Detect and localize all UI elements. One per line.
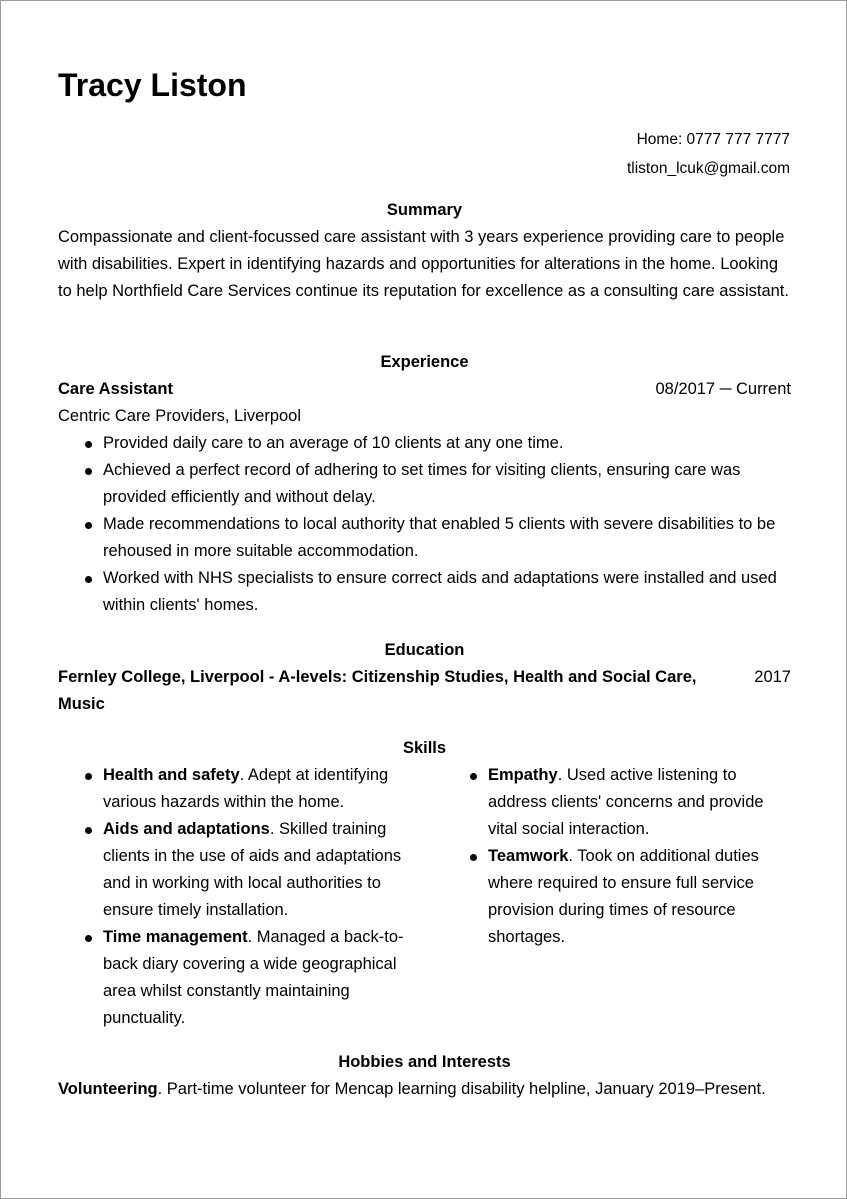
bullet-icon [85, 935, 92, 942]
skill-description: . Adept at identifying various hazards within the home. [103, 766, 389, 811]
bullet-text: Provided daily care to an average of 10 clients at any one time. [103, 434, 564, 452]
skills-grid [58, 762, 791, 1032]
skills-right-column [443, 762, 791, 1032]
bullet-icon [85, 441, 92, 448]
education-title: Fernley College, Liverpool - A-levels: Citizenship Studies, Health and Social Care, Music [58, 668, 697, 713]
skill-name: Empathy [488, 766, 558, 784]
summary-heading: Summary [386, 201, 463, 219]
skills-heading: Skills [402, 739, 447, 757]
job-dates: 08/2017 ─ Current [655, 380, 791, 398]
candidate-name: Tracy Liston [58, 67, 247, 103]
skill-name: Aids and adaptations [103, 820, 270, 838]
education-section [58, 637, 791, 718]
list-item [443, 762, 791, 843]
bullet-icon [470, 773, 477, 780]
hobbies-section [58, 1049, 791, 1103]
list-item [58, 816, 408, 924]
job-header [58, 376, 791, 403]
experience-heading: Experience [380, 353, 469, 371]
skill-description: . Managed a back-to-back diary covering a wide geographical area whilst constantly maintaining punctuality. [103, 928, 404, 1027]
bullet-text: Achieved a perfect record of adhering to set times for visiting clients, ensuring care was provided efficiently and without delay. [103, 461, 741, 506]
list-item [58, 565, 791, 619]
list-item [58, 457, 791, 511]
bullet-icon [470, 854, 477, 861]
skill-name: Teamwork [488, 847, 569, 865]
list-item [58, 511, 791, 565]
bullet-text: Worked with NHS specialists to ensure correct aids and adaptations were installed and used within clients' homes. [103, 569, 777, 614]
bullet-icon [85, 827, 92, 834]
list-item [58, 924, 408, 1032]
bullet-icon [85, 522, 92, 529]
bullet-icon [85, 773, 92, 780]
skill-description: . Used active listening to address clients' concerns and provide vital social interaction. [488, 766, 764, 838]
bullet-text: Made recommendations to local authority that enabled 5 clients with severe disabilities to be rehoused in more suitable accommodation. [103, 515, 776, 560]
summary-text: Compassionate and client-focussed care assistant with 3 years experience providing care to people with disabilities. Expert in identifying hazards and opportunities for alterations in the home. Looking to help Northfield Care Services continue its reputation for excellence as a consulting care assistant. [58, 228, 789, 300]
employer: Centric Care Providers, Liverpool [58, 407, 302, 425]
hobbies-text [58, 1076, 791, 1103]
hobby-description: . Part-time volunteer for Mencap learning disability helpline, January 2019–Present. [157, 1080, 766, 1098]
list-item [58, 430, 791, 457]
bullet-icon [85, 468, 92, 475]
education-year: 2017 [754, 668, 791, 686]
contact-block [627, 125, 790, 183]
education-entry [58, 664, 791, 718]
bullet-icon [85, 576, 92, 583]
skills-section [58, 735, 791, 1032]
phone-number: Home: 0777 777 7777 [636, 131, 790, 148]
hobby-name: Volunteering [58, 1080, 158, 1098]
experience-section [58, 349, 791, 619]
job-bullets [58, 430, 791, 619]
skills-left-column [58, 762, 408, 1032]
list-item [443, 843, 791, 951]
email-address: tliston_lcuk@gmail.com [626, 160, 790, 177]
skill-description: . Took on additional duties where required to ensure full service provision during times of resource shortages. [488, 847, 759, 946]
summary-section [58, 197, 791, 305]
skill-name: Time management [103, 928, 248, 946]
education-heading: Education [384, 641, 465, 659]
job-title: Care Assistant [58, 380, 173, 398]
hobbies-heading: Hobbies and Interests [338, 1053, 511, 1071]
list-item [58, 762, 408, 816]
skill-name: Health and safety [103, 766, 240, 784]
skill-description: . Skilled training clients in the use of aids and adaptations and in working with local authorities to ensure timely installation. [103, 820, 402, 919]
